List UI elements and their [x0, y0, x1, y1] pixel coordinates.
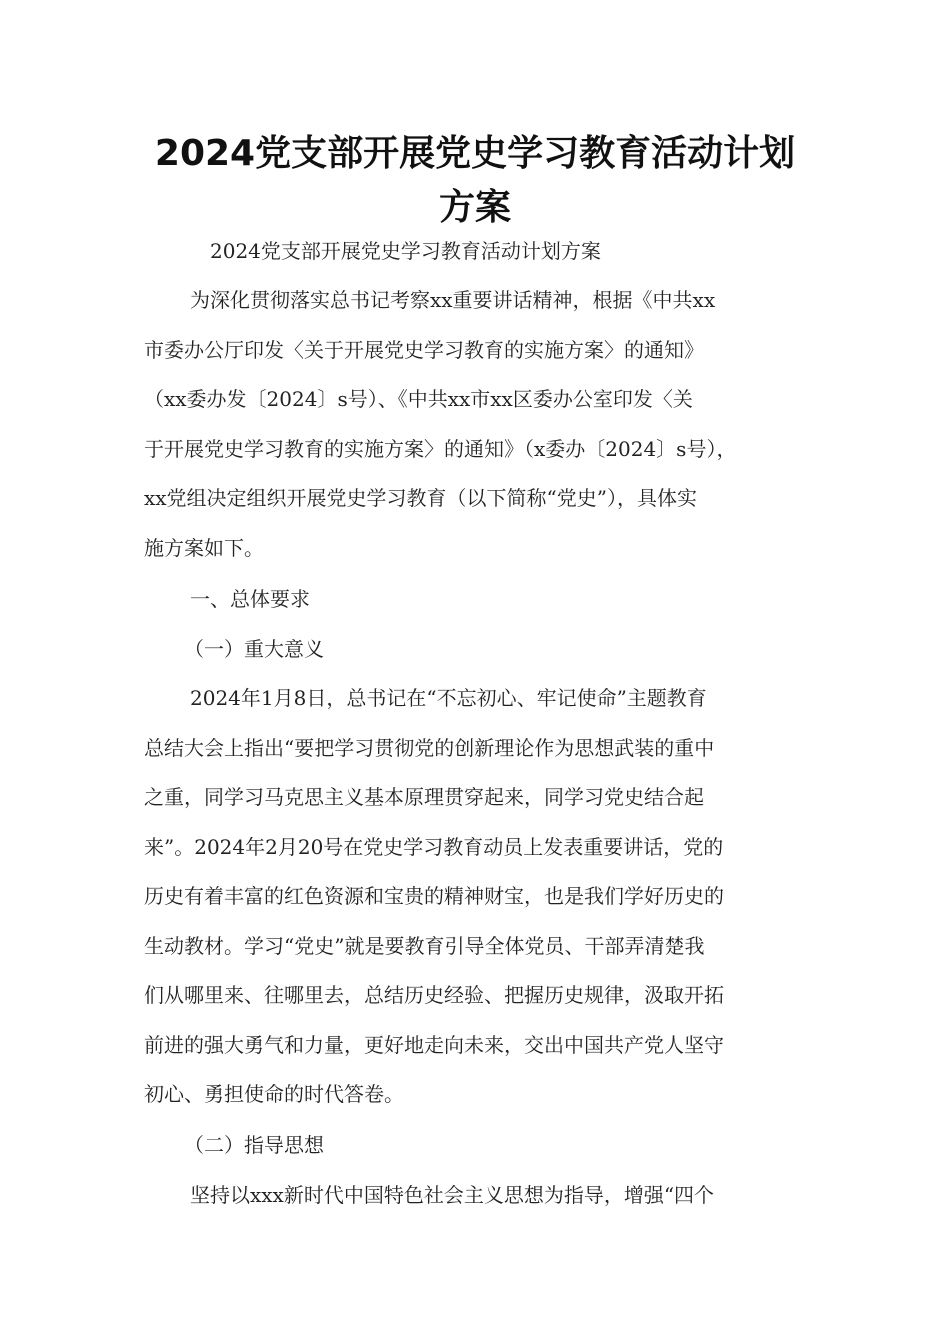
document-subtitle: 2024党支部开展党史学习教育活动计划方案	[210, 239, 601, 263]
intro-line: xx党组决定组织开展党史学习教育（以下简称“党史”），具体实	[144, 486, 698, 510]
significance-line: 们从哪里来、往哪里去，总结历史经验、把握历史规律，汲取开拓	[144, 983, 724, 1007]
significance-line: 初心、勇担使命的时代答卷。	[144, 1082, 404, 1106]
title-line-2: 方案	[438, 187, 511, 228]
intro-paragraph	[144, 276, 824, 573]
significance-line: 来”。2024年2月20号在党史学习教育动员上发表重要讲话，党的	[144, 834, 724, 859]
section-1-sub2-block	[144, 1121, 824, 1220]
significance-line: 前进的强大勇气和力量，更好地走向未来，交出中国共产党人坚守	[144, 1032, 724, 1057]
significance-line: 历史有着丰富的红色资源和宝贵的精神财宝，也是我们学好历史的	[144, 884, 724, 908]
significance-line: 2024年1月8日，总书记在“不忘初心、牢记使命”主题教育	[190, 686, 707, 710]
significance-line: 之重，同学习马克思主义基本原理贯穿起来，同学习党史结合起	[144, 785, 704, 809]
intro-line: 为深化贯彻落实总书记考察xx重要讲话精神，根据《中共xx	[190, 288, 716, 312]
significance-paragraph	[144, 674, 824, 1120]
significance-line: 总结大会上指出“要把学习贯彻党的创新理论作为思想武装的重中	[144, 735, 715, 760]
title-line-1: 2024党支部开展党史学习教育活动计划	[154, 133, 796, 174]
intro-line: 于开展党史学习教育的实施方案〉的通知》（x委办〔2024〕s号），	[144, 436, 737, 461]
significance-line: 生动教材。学习“党史”就是要教育引导全体党员、干部弄清楚我	[144, 933, 705, 958]
intro-line: 市委办公厅印发〈关于开展党史学习教育的实施方案〉的通知》	[144, 337, 704, 362]
intro-line: 施方案如下。	[144, 535, 264, 560]
guidance-line: 坚持以xxx新时代中国特色社会主义思想为指导，增强“四个	[190, 1182, 715, 1207]
section-heading: 一、总体要求	[190, 587, 310, 611]
section-1-heading-block	[144, 575, 824, 674]
subsection-heading: （二）指导思想	[184, 1133, 324, 1157]
document-title	[120, 127, 830, 235]
intro-line: （xx委办发〔2024〕s号）、《中共xx市xx区委办公室印发〈关	[144, 387, 693, 411]
subsection-heading: （一）重大意义	[184, 636, 324, 661]
